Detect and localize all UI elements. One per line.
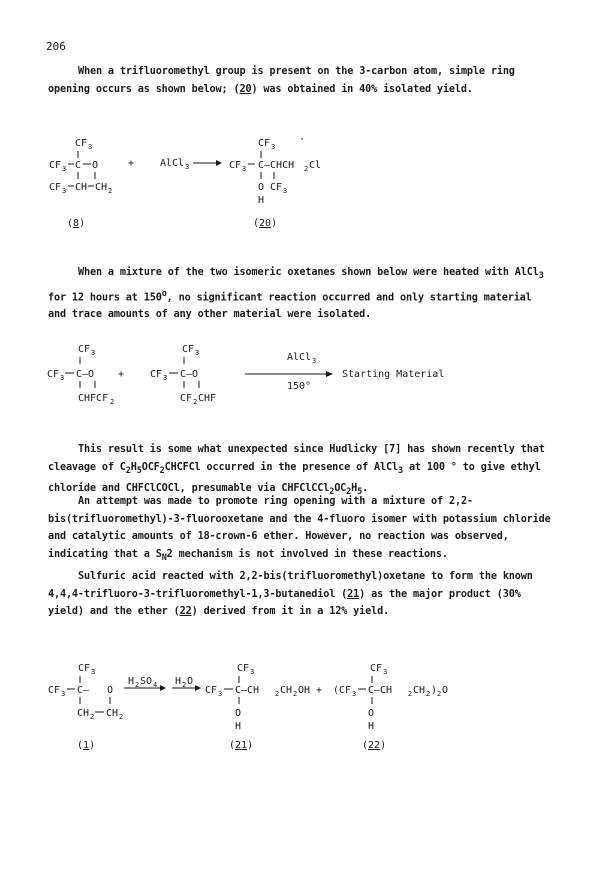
svg-text:Cl: Cl (309, 160, 322, 171)
svg-text:3: 3 (62, 187, 67, 195)
paragraph-1: When a trifluoromethyl group is present on the 3-carbon atom, simple ring opening occurs as shown below; (20) was obtained in 40% isolated yield. (48, 66, 515, 95)
svg-text:): ) (431, 685, 438, 696)
svg-text:H: H (258, 195, 265, 206)
svg-text:3: 3 (195, 349, 200, 357)
svg-text:CF: CF (229, 160, 242, 171)
svg-text:4: 4 (153, 681, 158, 689)
svg-text:3: 3 (91, 668, 96, 676)
svg-text:3: 3 (62, 165, 67, 173)
svg-text:2: 2 (135, 681, 140, 689)
svg-text:3: 3 (88, 143, 93, 151)
svg-text:H: H (368, 721, 375, 732)
svg-text:3: 3 (163, 374, 168, 382)
svg-text:C—CH: C—CH (368, 685, 393, 696)
paragraph-4: An attempt was made to promote ring opening with a mixture of 2,2-bis(trifluoromethyl)-3-fluorooxetane and the 4-fluoro isomer with potassium chloride and catalytic amounts of 18-crown-6 ether. However, no reaction was observed, indicating that a $S_N2$ mechanism is not involved in these reactions. (48, 496, 551, 563)
svg-text:2: 2 (110, 398, 115, 406)
svg-text:2: 2 (119, 713, 124, 721)
svg-text:3: 3 (218, 690, 223, 698)
svg-text:C—: C— (77, 685, 90, 696)
svg-text:(CF: (CF (333, 685, 352, 696)
svg-text:CF: CF (270, 182, 283, 193)
svg-text:CF: CF (205, 685, 218, 696)
svg-text:CF: CF (78, 344, 91, 355)
paragraph-5: Sulfuric acid reacted with 2,2-bis(trifluoromethyl)oxetane to form the known 4,4,4-trifluoro-3-trifluoromethyl-1,3-butanediol (21) as the major product (30% yield) and the ether (22) derived from it in a 12% yield. (48, 571, 533, 617)
paragraph-3: This result is some what unexpected since Hudlicky [7] has shown recently that cleavage of $C_2H_5OCF_2CHCFCl$ occurred in the presence of AlCl$_3$ at 100 ° to give ethyl chloride and CHFClCOCl, presumable via $CHFClCCl_2OC_2H_5$. (48, 444, 545, 498)
svg-text:CHF: CHF (198, 393, 217, 404)
svg-text:O: O (107, 685, 114, 696)
svg-text:2: 2 (182, 681, 187, 689)
compound-label-22: (22) (362, 740, 387, 751)
svg-text:CF: CF (237, 663, 250, 674)
svg-text:3: 3 (250, 668, 255, 676)
svg-text:CHFCF: CHFCF (78, 393, 109, 404)
compound-ref-21: 21 (347, 588, 360, 600)
svg-text:CH: CH (77, 708, 90, 719)
svg-text:3: 3 (61, 690, 66, 698)
svg-text:2: 2 (408, 690, 413, 698)
svg-text:O: O (187, 676, 194, 687)
svg-text:3: 3 (383, 668, 388, 676)
svg-text:2: 2 (108, 187, 113, 195)
svg-text:CF: CF (78, 663, 91, 674)
svg-text:O: O (442, 685, 449, 696)
svg-text:CF: CF (370, 663, 383, 674)
svg-text:C—O: C—O (76, 369, 95, 380)
svg-text:+: + (128, 158, 135, 169)
paragraph-2: When a mixture of the two isomeric oxetanes shown below were heated with AlCl$_3$ for 12 hours at 150$^o$, no significant reaction occurred and only starting material and trace amounts of any other material were isolated. (48, 267, 544, 321)
svg-text:CF: CF (48, 685, 61, 696)
svg-text:3: 3 (352, 690, 357, 698)
svg-text:CH: CH (75, 182, 88, 193)
svg-text:+: + (316, 685, 323, 696)
svg-text:3: 3 (91, 349, 96, 357)
svg-text:C—CH: C—CH (235, 685, 260, 696)
compound-label-1: (1) (77, 740, 96, 751)
svg-text:·: · (299, 134, 306, 145)
svg-text:3: 3 (242, 165, 247, 173)
svg-text:3: 3 (312, 357, 317, 365)
svg-text:CF: CF (49, 160, 62, 171)
svg-text:C—CHCH: C—CHCH (258, 160, 295, 171)
svg-text:CH: CH (106, 708, 119, 719)
product-starting-material: Starting Material (342, 369, 445, 380)
compound-ref-22: 22 (179, 606, 192, 617)
svg-text:CF: CF (47, 369, 60, 380)
svg-text:CH: CH (95, 182, 108, 193)
svg-text:H: H (175, 676, 182, 687)
svg-text:3: 3 (60, 374, 65, 382)
svg-text:2: 2 (90, 713, 95, 721)
svg-text:C: C (75, 160, 82, 171)
svg-text:150°: 150° (287, 381, 312, 392)
svg-text:C—O: C—O (180, 369, 199, 380)
svg-text:2: 2 (275, 690, 280, 698)
svg-text:O: O (368, 708, 375, 719)
svg-text:O: O (92, 160, 99, 171)
svg-text:CF: CF (49, 182, 62, 193)
page-number: 206 (46, 40, 66, 53)
svg-text:CF: CF (258, 138, 271, 149)
svg-text:CF: CF (75, 138, 88, 149)
svg-text:2: 2 (304, 165, 309, 173)
svg-text:2: 2 (193, 398, 198, 406)
svg-text:CF: CF (150, 369, 163, 380)
svg-text:H: H (235, 721, 242, 732)
compound-label-21: (21) (229, 740, 254, 751)
svg-text:CH: CH (413, 685, 426, 696)
svg-text:2: 2 (426, 690, 431, 698)
svg-text:O: O (235, 708, 242, 719)
svg-text:2: 2 (293, 690, 298, 698)
svg-text:+: + (118, 369, 125, 380)
compound-label-8: (8) (67, 218, 86, 229)
svg-text:H: H (128, 676, 135, 687)
compound-label-20: (20) (253, 218, 278, 229)
svg-text:CH: CH (280, 685, 293, 696)
svg-text:AlCl: AlCl (160, 158, 185, 169)
svg-text:2: 2 (437, 690, 442, 698)
svg-text:OH: OH (298, 685, 311, 696)
svg-text:3: 3 (185, 163, 190, 171)
svg-text:AlCl: AlCl (287, 352, 312, 363)
svg-text:CF: CF (182, 344, 195, 355)
svg-text:3: 3 (283, 187, 288, 195)
svg-text:SO: SO (140, 676, 153, 687)
svg-text:CF: CF (180, 393, 193, 404)
svg-text:O: O (258, 182, 265, 193)
compound-ref-20: 20 (239, 83, 252, 95)
svg-text:3: 3 (271, 143, 276, 151)
